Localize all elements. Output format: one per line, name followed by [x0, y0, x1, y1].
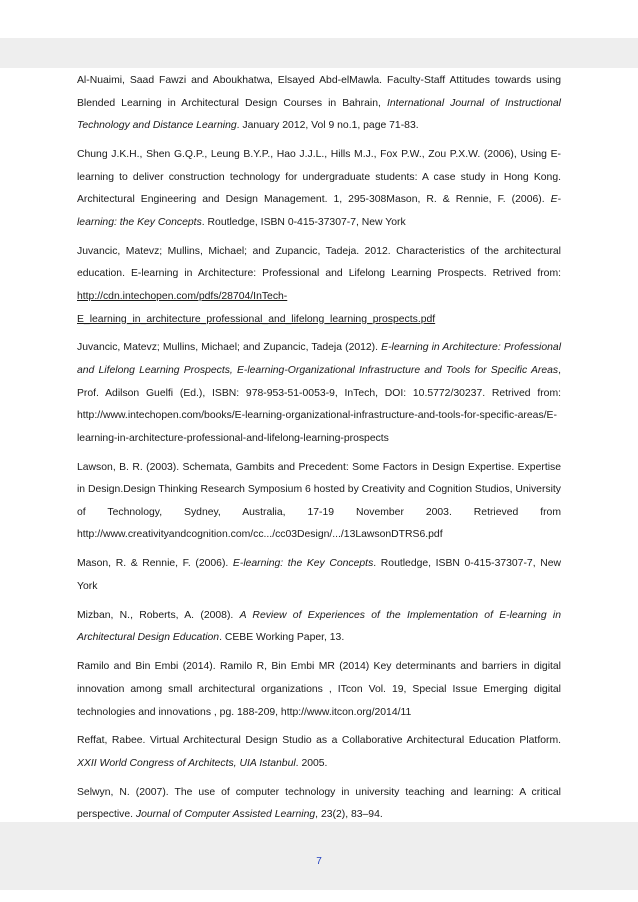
reference-text: Chung J.K.H., Shen G.Q.P., Leung B.Y.P., Hao J.J.L., Hills M.J., Fox P.W., Zou P.X.W. (2006), Using E-learning to deliver construction technology for undergraduate students: A case study in Hong Kong. Architectural Engineering and Design Management. 1, 295-308Mason, R. & Rennie, F. (2006). [77, 149, 561, 206]
reference-text: , Prof. Adilson Guelfi (Ed.), ISBN: 978-953-51-0053-9, InTech, DOI: 10.5772/30237. Retrived from: http://www.intechopen.com/books/E-learning-organizational-infrastructure-and-tools-for-specific-areas/E-learning-in-architecture-professional-and-lifelong-learning-prospects [77, 365, 561, 444]
reference-source-title: XXII World Congress of Architects, UIA Istanbul [77, 758, 296, 769]
reference-text: Lawson, B. R. (2003). Schemata, Gambits and Precedent: Some Factors in Design Expertise. Expertise in Design.Design Thinking Research Symposium 6 hosted by Creativity and Cognition Studios, University of Technology, Sydney, Australia, 17-19 November 2003. Retrieved from http://www.creativityandcognition.com/cc.../cc03Design/.../13LawsonDTRS6.pdf [77, 461, 561, 541]
reference-entry [77, 144, 561, 234]
reference-source-title: International Journal of Instructional Technology and Distance Learning [77, 97, 561, 132]
header-band [0, 38, 638, 68]
reference-text: . January 2012, Vol 9 no.1, page 71-83. [236, 120, 419, 132]
reference-source-title: Journal of Computer Assisted Learning [135, 809, 316, 821]
reference-text: Selwyn, N. (2007). The use of computer technology in university teaching and learning: A critical perspective. [77, 786, 561, 821]
reference-text: . Routledge, ISBN 0-415-37307-7, New York [77, 558, 561, 592]
reference-text: Ramilo and Bin Embi (2014). Ramilo R, Bin Embi MR (2014) Key determinants and barriers in digital innovation among small architectural organizations , ITcon Vol. 19, Special Issue Emerging digital technologies and innovations , pg. 188-209, http://www.itcon.org/2014/11 [77, 661, 561, 718]
reference-entry [77, 782, 561, 827]
reference-link[interactable]: http://cdn.intechopen.com/pdfs/28704/InTech-E_learning_in_architecture_professional_and_lifelong_learning_prospects.pdf [77, 290, 436, 325]
reference-text: . 2005. [295, 758, 328, 769]
reference-entry [77, 70, 561, 138]
reference-source-title: E-learning in Architecture: Professional and Lifelong Learning Prospects, E-learning-Organizational Infrastructure and Tools for Specific Areas [77, 342, 562, 377]
reference-entry [77, 656, 561, 724]
page-number: 7 [316, 856, 322, 867]
reference-entry [77, 553, 561, 598]
reference-entry [77, 457, 561, 547]
reference-source-title: E-learning: the Key Concepts [77, 194, 561, 228]
reference-list [77, 70, 561, 833]
reference-text: . CEBE Working Paper, 13. [219, 632, 345, 644]
reference-text: Mason, R. & Rennie, F. (2006). [77, 558, 233, 570]
reference-text: , 23(2), 83–94. [315, 809, 383, 821]
reference-source-title: E-learning: the Key Concepts [232, 558, 374, 570]
reference-text: Reffat, Rabee. Virtual Architectural Design Studio as a Collaborative Architectural Education Platform. [77, 735, 561, 747]
reference-entry [77, 605, 561, 650]
reference-source-title: A Review of Experiences of the Implementation of E-learning in Architectural Design Education [77, 609, 561, 644]
reference-entry [77, 241, 561, 331]
reference-text: Juvancic, Matevz; Mullins, Michael; and Zupancic, Tadeja. 2012. Characteristics of the architectural education. E-learning in Architecture: Professional and Lifelong Learning Prospects. Retrived from: [77, 245, 561, 280]
reference-entry [77, 337, 561, 450]
reference-text: Mizban, N., Roberts, A. (2008). [77, 609, 240, 621]
reference-entry [77, 730, 561, 775]
reference-text: Juvancic, Matevz; Mullins, Michael; and Zupancic, Tadeja (2012). [77, 342, 382, 354]
reference-text: . Routledge, ISBN 0-415-37307-7, New York [201, 216, 406, 228]
reference-text: Al-Nuaimi, Saad Fawzi and Aboukhatwa, Elsayed Abd-elMawla. Faculty-Staff Attitudes towards using Blended Learning in Architectural Design Courses in Bahrain, [77, 75, 561, 109]
